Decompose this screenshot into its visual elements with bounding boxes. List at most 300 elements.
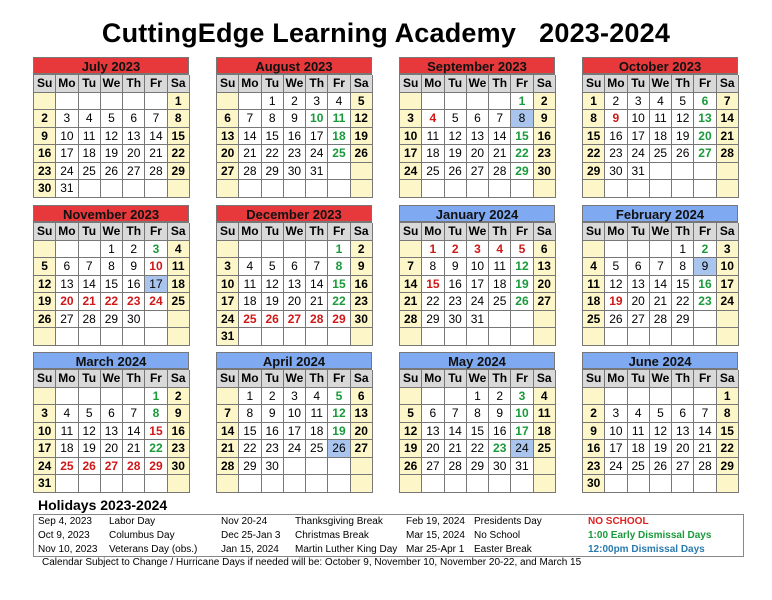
calendar-day: 19 bbox=[672, 128, 694, 146]
empty-day-cell bbox=[445, 180, 467, 198]
calendar-day: 22 bbox=[422, 293, 444, 311]
calendar-day: 25 bbox=[239, 311, 261, 329]
calendar-day: 1 bbox=[145, 388, 167, 406]
empty-day-cell bbox=[145, 475, 167, 493]
calendar-day: 21 bbox=[239, 145, 261, 163]
calendar-day: 1 bbox=[583, 93, 605, 111]
weekday-header: Fr bbox=[328, 370, 350, 388]
holiday-name: No School bbox=[474, 530, 521, 541]
empty-day-cell bbox=[445, 388, 467, 406]
calendar-day: 17 bbox=[605, 440, 627, 458]
calendar-day: 15 bbox=[328, 276, 350, 294]
month-days-grid bbox=[216, 74, 372, 198]
calendar-day: 25 bbox=[328, 145, 350, 163]
month-calendar bbox=[582, 205, 738, 346]
empty-day-cell bbox=[511, 475, 533, 493]
calendar-day: 2 bbox=[168, 388, 190, 406]
empty-day-cell bbox=[79, 475, 101, 493]
calendar-day: 26 bbox=[79, 458, 101, 476]
empty-day-cell bbox=[123, 475, 145, 493]
calendar-day: 21 bbox=[445, 440, 467, 458]
empty-day-cell bbox=[351, 163, 373, 181]
calendar-day: 26 bbox=[672, 145, 694, 163]
holiday-date: Feb 19, 2024 bbox=[406, 516, 465, 527]
empty-day-cell bbox=[534, 311, 556, 329]
weekday-header: Mo bbox=[56, 223, 78, 241]
calendar-day: 28 bbox=[306, 311, 328, 329]
calendar-day: 1 bbox=[422, 241, 444, 259]
calendar-day: 8 bbox=[328, 258, 350, 276]
empty-day-cell bbox=[56, 93, 78, 111]
weekday-header: Su bbox=[400, 370, 422, 388]
calendar-day: 5 bbox=[34, 258, 56, 276]
empty-day-cell bbox=[328, 458, 350, 476]
empty-day-cell bbox=[605, 328, 627, 346]
calendar-day: 4 bbox=[650, 93, 672, 111]
month-calendar bbox=[33, 57, 189, 198]
calendar-day: 17 bbox=[284, 423, 306, 441]
calendar-day: 15 bbox=[168, 128, 190, 146]
calendar-day: 14 bbox=[650, 276, 672, 294]
calendar-day: 30 bbox=[489, 458, 511, 476]
calendar-day: 15 bbox=[511, 128, 533, 146]
empty-day-cell bbox=[583, 241, 605, 259]
empty-day-cell bbox=[650, 475, 672, 493]
empty-day-cell bbox=[351, 180, 373, 198]
holiday-row bbox=[34, 543, 743, 557]
calendar-day: 4 bbox=[306, 388, 328, 406]
empty-day-cell bbox=[56, 328, 78, 346]
calendar-day: 4 bbox=[489, 241, 511, 259]
empty-day-cell bbox=[628, 475, 650, 493]
calendar-day: 19 bbox=[400, 440, 422, 458]
calendar-note: Calendar Subject to Change / Hurricane Days if needed will be: October 9, November 10, November 20-22, and March 15 bbox=[42, 557, 582, 568]
holiday-date: Sep 4, 2023 bbox=[38, 516, 92, 527]
month-calendar bbox=[216, 57, 372, 198]
calendar-day: 21 bbox=[79, 293, 101, 311]
empty-day-cell bbox=[351, 475, 373, 493]
calendar-day: 10 bbox=[400, 128, 422, 146]
weekday-header: Fr bbox=[511, 75, 533, 93]
weekday-header: Su bbox=[583, 223, 605, 241]
month-days-grid bbox=[399, 369, 555, 493]
calendar-day: 13 bbox=[672, 423, 694, 441]
calendar-day: 10 bbox=[284, 405, 306, 423]
empty-day-cell bbox=[34, 388, 56, 406]
calendar-day: 9 bbox=[489, 405, 511, 423]
weekday-header: We bbox=[101, 75, 123, 93]
weekday-header: Tu bbox=[262, 370, 284, 388]
calendar-day: 3 bbox=[34, 405, 56, 423]
calendar-day: 16 bbox=[262, 423, 284, 441]
calendar-day: 4 bbox=[583, 258, 605, 276]
calendar-day: 7 bbox=[79, 258, 101, 276]
calendar-day: 3 bbox=[628, 93, 650, 111]
calendar-day: 19 bbox=[34, 293, 56, 311]
weekday-header: Su bbox=[34, 223, 56, 241]
weekday-header: Mo bbox=[239, 223, 261, 241]
empty-day-cell bbox=[694, 475, 716, 493]
calendar-day: 6 bbox=[217, 110, 239, 128]
calendar-day: 9 bbox=[445, 258, 467, 276]
calendar-day: 18 bbox=[239, 293, 261, 311]
month-days-grid bbox=[582, 222, 738, 346]
empty-day-cell bbox=[262, 241, 284, 259]
weekday-header: Fr bbox=[694, 370, 716, 388]
empty-day-cell bbox=[583, 180, 605, 198]
empty-day-cell bbox=[145, 93, 167, 111]
empty-day-cell bbox=[400, 388, 422, 406]
calendar-day: 19 bbox=[262, 293, 284, 311]
calendar-day: 21 bbox=[400, 293, 422, 311]
empty-day-cell bbox=[217, 388, 239, 406]
calendar-day: 15 bbox=[672, 276, 694, 294]
calendar-day: 23 bbox=[351, 293, 373, 311]
weekday-header: Su bbox=[583, 75, 605, 93]
calendar-day: 7 bbox=[306, 258, 328, 276]
weekday-header: Th bbox=[672, 75, 694, 93]
month-calendar bbox=[582, 57, 738, 198]
calendar-day: 22 bbox=[583, 145, 605, 163]
empty-day-cell bbox=[123, 328, 145, 346]
empty-day-cell bbox=[79, 93, 101, 111]
calendar-day: 29 bbox=[101, 311, 123, 329]
calendar-day: 31 bbox=[306, 163, 328, 181]
empty-day-cell bbox=[534, 328, 556, 346]
weekday-header: Th bbox=[672, 370, 694, 388]
calendar-day: 18 bbox=[650, 128, 672, 146]
calendar-day: 13 bbox=[694, 110, 716, 128]
empty-day-cell bbox=[217, 93, 239, 111]
calendar-day: 1 bbox=[239, 388, 261, 406]
calendar-day: 6 bbox=[628, 258, 650, 276]
empty-day-cell bbox=[239, 328, 261, 346]
calendar-day: 23 bbox=[534, 145, 556, 163]
calendar-day: 28 bbox=[694, 458, 716, 476]
empty-day-cell bbox=[605, 241, 627, 259]
calendar-day: 9 bbox=[168, 405, 190, 423]
weekday-header: Tu bbox=[628, 75, 650, 93]
calendar-day: 3 bbox=[511, 388, 533, 406]
empty-day-cell bbox=[328, 163, 350, 181]
calendar-day: 6 bbox=[672, 405, 694, 423]
calendar-day: 10 bbox=[306, 110, 328, 128]
calendar-day: 25 bbox=[79, 163, 101, 181]
calendar-day: 29 bbox=[672, 311, 694, 329]
calendar-day: 30 bbox=[583, 475, 605, 493]
calendar-day: 21 bbox=[217, 440, 239, 458]
calendar-day: 29 bbox=[328, 311, 350, 329]
weekday-header: Sa bbox=[168, 223, 190, 241]
month-calendar bbox=[33, 352, 189, 493]
calendar-day: 9 bbox=[262, 405, 284, 423]
calendar-day: 7 bbox=[217, 405, 239, 423]
weekday-header: We bbox=[467, 223, 489, 241]
weekday-header: Sa bbox=[534, 223, 556, 241]
weekday-header: Sa bbox=[168, 370, 190, 388]
weekday-header: Mo bbox=[56, 75, 78, 93]
month-title: September 2023 bbox=[399, 57, 555, 74]
calendar-day: 9 bbox=[605, 110, 627, 128]
weekday-header: Fr bbox=[328, 75, 350, 93]
calendar-day: 6 bbox=[694, 93, 716, 111]
holiday-name: Martin Luther King Day bbox=[295, 544, 398, 555]
calendar-day: 17 bbox=[628, 128, 650, 146]
empty-day-cell bbox=[467, 180, 489, 198]
calendar-day: 2 bbox=[351, 241, 373, 259]
calendar-day: 26 bbox=[650, 458, 672, 476]
calendar-day: 1 bbox=[717, 388, 739, 406]
month-days-grid bbox=[216, 222, 372, 346]
calendar-day: 20 bbox=[123, 145, 145, 163]
calendar-day: 2 bbox=[284, 93, 306, 111]
empty-day-cell bbox=[217, 180, 239, 198]
holiday-row bbox=[34, 515, 743, 529]
calendar-day: 9 bbox=[583, 423, 605, 441]
weekday-header: Mo bbox=[239, 370, 261, 388]
calendar-day: 6 bbox=[467, 110, 489, 128]
calendar-day: 3 bbox=[605, 405, 627, 423]
weekday-header: Su bbox=[400, 223, 422, 241]
calendar-day: 19 bbox=[351, 128, 373, 146]
empty-day-cell bbox=[672, 328, 694, 346]
calendar-day: 1 bbox=[262, 93, 284, 111]
calendar-day: 16 bbox=[168, 423, 190, 441]
month-title: February 2024 bbox=[582, 205, 738, 222]
calendar-day: 2 bbox=[123, 241, 145, 259]
calendar-day: 18 bbox=[306, 423, 328, 441]
empty-day-cell bbox=[511, 180, 533, 198]
weekday-header: Sa bbox=[534, 75, 556, 93]
calendar-day: 14 bbox=[217, 423, 239, 441]
calendar-day: 14 bbox=[717, 110, 739, 128]
weekday-header: Tu bbox=[445, 223, 467, 241]
calendar-day: 21 bbox=[650, 293, 672, 311]
empty-day-cell bbox=[628, 241, 650, 259]
calendar-day: 1 bbox=[467, 388, 489, 406]
empty-day-cell bbox=[422, 93, 444, 111]
calendar-day: 11 bbox=[79, 128, 101, 146]
calendar-day: 29 bbox=[422, 311, 444, 329]
calendar-day: 5 bbox=[79, 405, 101, 423]
weekday-header: Sa bbox=[351, 223, 373, 241]
calendar-day: 15 bbox=[145, 423, 167, 441]
weekday-header: Th bbox=[489, 223, 511, 241]
empty-day-cell bbox=[467, 328, 489, 346]
calendar-day: 22 bbox=[328, 293, 350, 311]
calendar-day: 16 bbox=[351, 276, 373, 294]
weekday-header: Tu bbox=[628, 370, 650, 388]
calendar-day: 30 bbox=[445, 311, 467, 329]
legend-no-school: NO SCHOOL bbox=[588, 516, 649, 527]
calendar-day: 24 bbox=[306, 145, 328, 163]
calendar-day: 27 bbox=[694, 145, 716, 163]
calendar-day: 3 bbox=[400, 110, 422, 128]
calendar-day: 4 bbox=[534, 388, 556, 406]
calendar-day: 24 bbox=[284, 440, 306, 458]
calendar-day: 22 bbox=[101, 293, 123, 311]
weekday-header: Sa bbox=[351, 75, 373, 93]
empty-day-cell bbox=[306, 241, 328, 259]
calendar-day: 26 bbox=[328, 440, 350, 458]
empty-day-cell bbox=[328, 180, 350, 198]
calendar-day: 18 bbox=[422, 145, 444, 163]
calendar-day: 26 bbox=[351, 145, 373, 163]
calendar-day: 16 bbox=[694, 276, 716, 294]
month-days-grid bbox=[399, 222, 555, 346]
empty-day-cell bbox=[79, 388, 101, 406]
month-title: July 2023 bbox=[33, 57, 189, 74]
weekday-header: We bbox=[650, 223, 672, 241]
empty-day-cell bbox=[145, 180, 167, 198]
empty-day-cell bbox=[284, 458, 306, 476]
weekday-header: Tu bbox=[445, 75, 467, 93]
calendar-day: 23 bbox=[583, 458, 605, 476]
empty-day-cell bbox=[101, 93, 123, 111]
empty-day-cell bbox=[328, 328, 350, 346]
weekday-header: We bbox=[101, 370, 123, 388]
calendar-day: 25 bbox=[306, 440, 328, 458]
weekday-header: We bbox=[101, 223, 123, 241]
empty-day-cell bbox=[400, 180, 422, 198]
calendar-day: 11 bbox=[239, 276, 261, 294]
calendar-day: 29 bbox=[262, 163, 284, 181]
weekday-header: Fr bbox=[145, 75, 167, 93]
weekday-header: Fr bbox=[694, 223, 716, 241]
month-days-grid bbox=[33, 222, 189, 346]
calendar-day: 30 bbox=[34, 180, 56, 198]
calendar-day: 5 bbox=[262, 258, 284, 276]
empty-day-cell bbox=[328, 475, 350, 493]
empty-day-cell bbox=[694, 311, 716, 329]
calendar-day: 23 bbox=[694, 293, 716, 311]
weekday-header: Tu bbox=[628, 223, 650, 241]
calendar-day: 25 bbox=[628, 458, 650, 476]
calendar-day: 6 bbox=[56, 258, 78, 276]
calendar-day: 2 bbox=[534, 93, 556, 111]
calendar-day: 11 bbox=[306, 405, 328, 423]
calendar-day: 9 bbox=[351, 258, 373, 276]
weekday-header: Sa bbox=[717, 75, 739, 93]
holiday-date: Jan 15, 2024 bbox=[221, 544, 279, 555]
calendar-day: 9 bbox=[34, 128, 56, 146]
empty-day-cell bbox=[168, 180, 190, 198]
calendar-day: 1 bbox=[328, 241, 350, 259]
calendar-day: 20 bbox=[351, 423, 373, 441]
empty-day-cell bbox=[400, 475, 422, 493]
holiday-date: Nov 10, 2023 bbox=[38, 544, 98, 555]
empty-day-cell bbox=[445, 93, 467, 111]
calendar-day: 5 bbox=[672, 93, 694, 111]
calendar-day: 24 bbox=[717, 293, 739, 311]
calendar-day: 21 bbox=[717, 128, 739, 146]
calendar-day: 17 bbox=[217, 293, 239, 311]
weekday-header: Tu bbox=[79, 370, 101, 388]
weekday-header: We bbox=[284, 75, 306, 93]
calendar-day: 24 bbox=[511, 440, 533, 458]
calendar-day: 12 bbox=[605, 276, 627, 294]
month-days-grid bbox=[399, 74, 555, 198]
calendar-day: 27 bbox=[217, 163, 239, 181]
empty-day-cell bbox=[123, 180, 145, 198]
empty-day-cell bbox=[717, 475, 739, 493]
weekday-header: Th bbox=[123, 223, 145, 241]
empty-day-cell bbox=[717, 328, 739, 346]
calendar-day: 27 bbox=[467, 163, 489, 181]
empty-day-cell bbox=[717, 180, 739, 198]
calendar-day: 20 bbox=[101, 440, 123, 458]
calendar-day: 16 bbox=[34, 145, 56, 163]
weekday-header: Mo bbox=[605, 75, 627, 93]
empty-day-cell bbox=[534, 180, 556, 198]
empty-day-cell bbox=[628, 180, 650, 198]
empty-day-cell bbox=[56, 241, 78, 259]
empty-day-cell bbox=[284, 328, 306, 346]
calendar-day: 4 bbox=[628, 405, 650, 423]
calendar-day: 28 bbox=[445, 458, 467, 476]
calendar-day: 14 bbox=[694, 423, 716, 441]
empty-day-cell bbox=[534, 458, 556, 476]
holiday-name: Thanksgiving Break bbox=[295, 516, 383, 527]
calendar-day: 8 bbox=[101, 258, 123, 276]
calendar-day: 29 bbox=[168, 163, 190, 181]
calendar-day: 29 bbox=[717, 458, 739, 476]
empty-day-cell bbox=[467, 93, 489, 111]
calendar-day: 29 bbox=[467, 458, 489, 476]
weekday-header: We bbox=[284, 370, 306, 388]
calendar-day: 21 bbox=[694, 440, 716, 458]
calendar-day: 24 bbox=[56, 163, 78, 181]
month-calendar bbox=[399, 205, 555, 346]
weekday-header: Th bbox=[672, 223, 694, 241]
weekday-header: Th bbox=[489, 370, 511, 388]
weekday-header: Th bbox=[306, 223, 328, 241]
calendar-day: 27 bbox=[101, 458, 123, 476]
calendar-day: 24 bbox=[400, 163, 422, 181]
calendar-day: 18 bbox=[328, 128, 350, 146]
empty-day-cell bbox=[239, 93, 261, 111]
calendar-day: 27 bbox=[284, 311, 306, 329]
empty-day-cell bbox=[717, 311, 739, 329]
empty-day-cell bbox=[284, 180, 306, 198]
calendar-day: 1 bbox=[672, 241, 694, 259]
calendar-day: 28 bbox=[239, 163, 261, 181]
calendar-day: 15 bbox=[262, 128, 284, 146]
calendar-day: 30 bbox=[123, 311, 145, 329]
calendar-day: 8 bbox=[239, 405, 261, 423]
calendar-day: 14 bbox=[123, 423, 145, 441]
calendar-day: 31 bbox=[217, 328, 239, 346]
calendar-day: 10 bbox=[467, 258, 489, 276]
calendar-day: 28 bbox=[217, 458, 239, 476]
weekday-header: Tu bbox=[79, 223, 101, 241]
calendar-day: 17 bbox=[467, 276, 489, 294]
calendar-day: 3 bbox=[306, 93, 328, 111]
empty-day-cell bbox=[650, 328, 672, 346]
empty-day-cell bbox=[306, 475, 328, 493]
calendar-day: 11 bbox=[650, 110, 672, 128]
weekday-header: Mo bbox=[605, 223, 627, 241]
calendar-day: 13 bbox=[217, 128, 239, 146]
empty-day-cell bbox=[239, 241, 261, 259]
empty-day-cell bbox=[445, 328, 467, 346]
empty-day-cell bbox=[650, 388, 672, 406]
empty-day-cell bbox=[672, 180, 694, 198]
calendar-day: 25 bbox=[650, 145, 672, 163]
calendar-day: 20 bbox=[672, 440, 694, 458]
empty-day-cell bbox=[422, 180, 444, 198]
calendar-day: 16 bbox=[445, 276, 467, 294]
